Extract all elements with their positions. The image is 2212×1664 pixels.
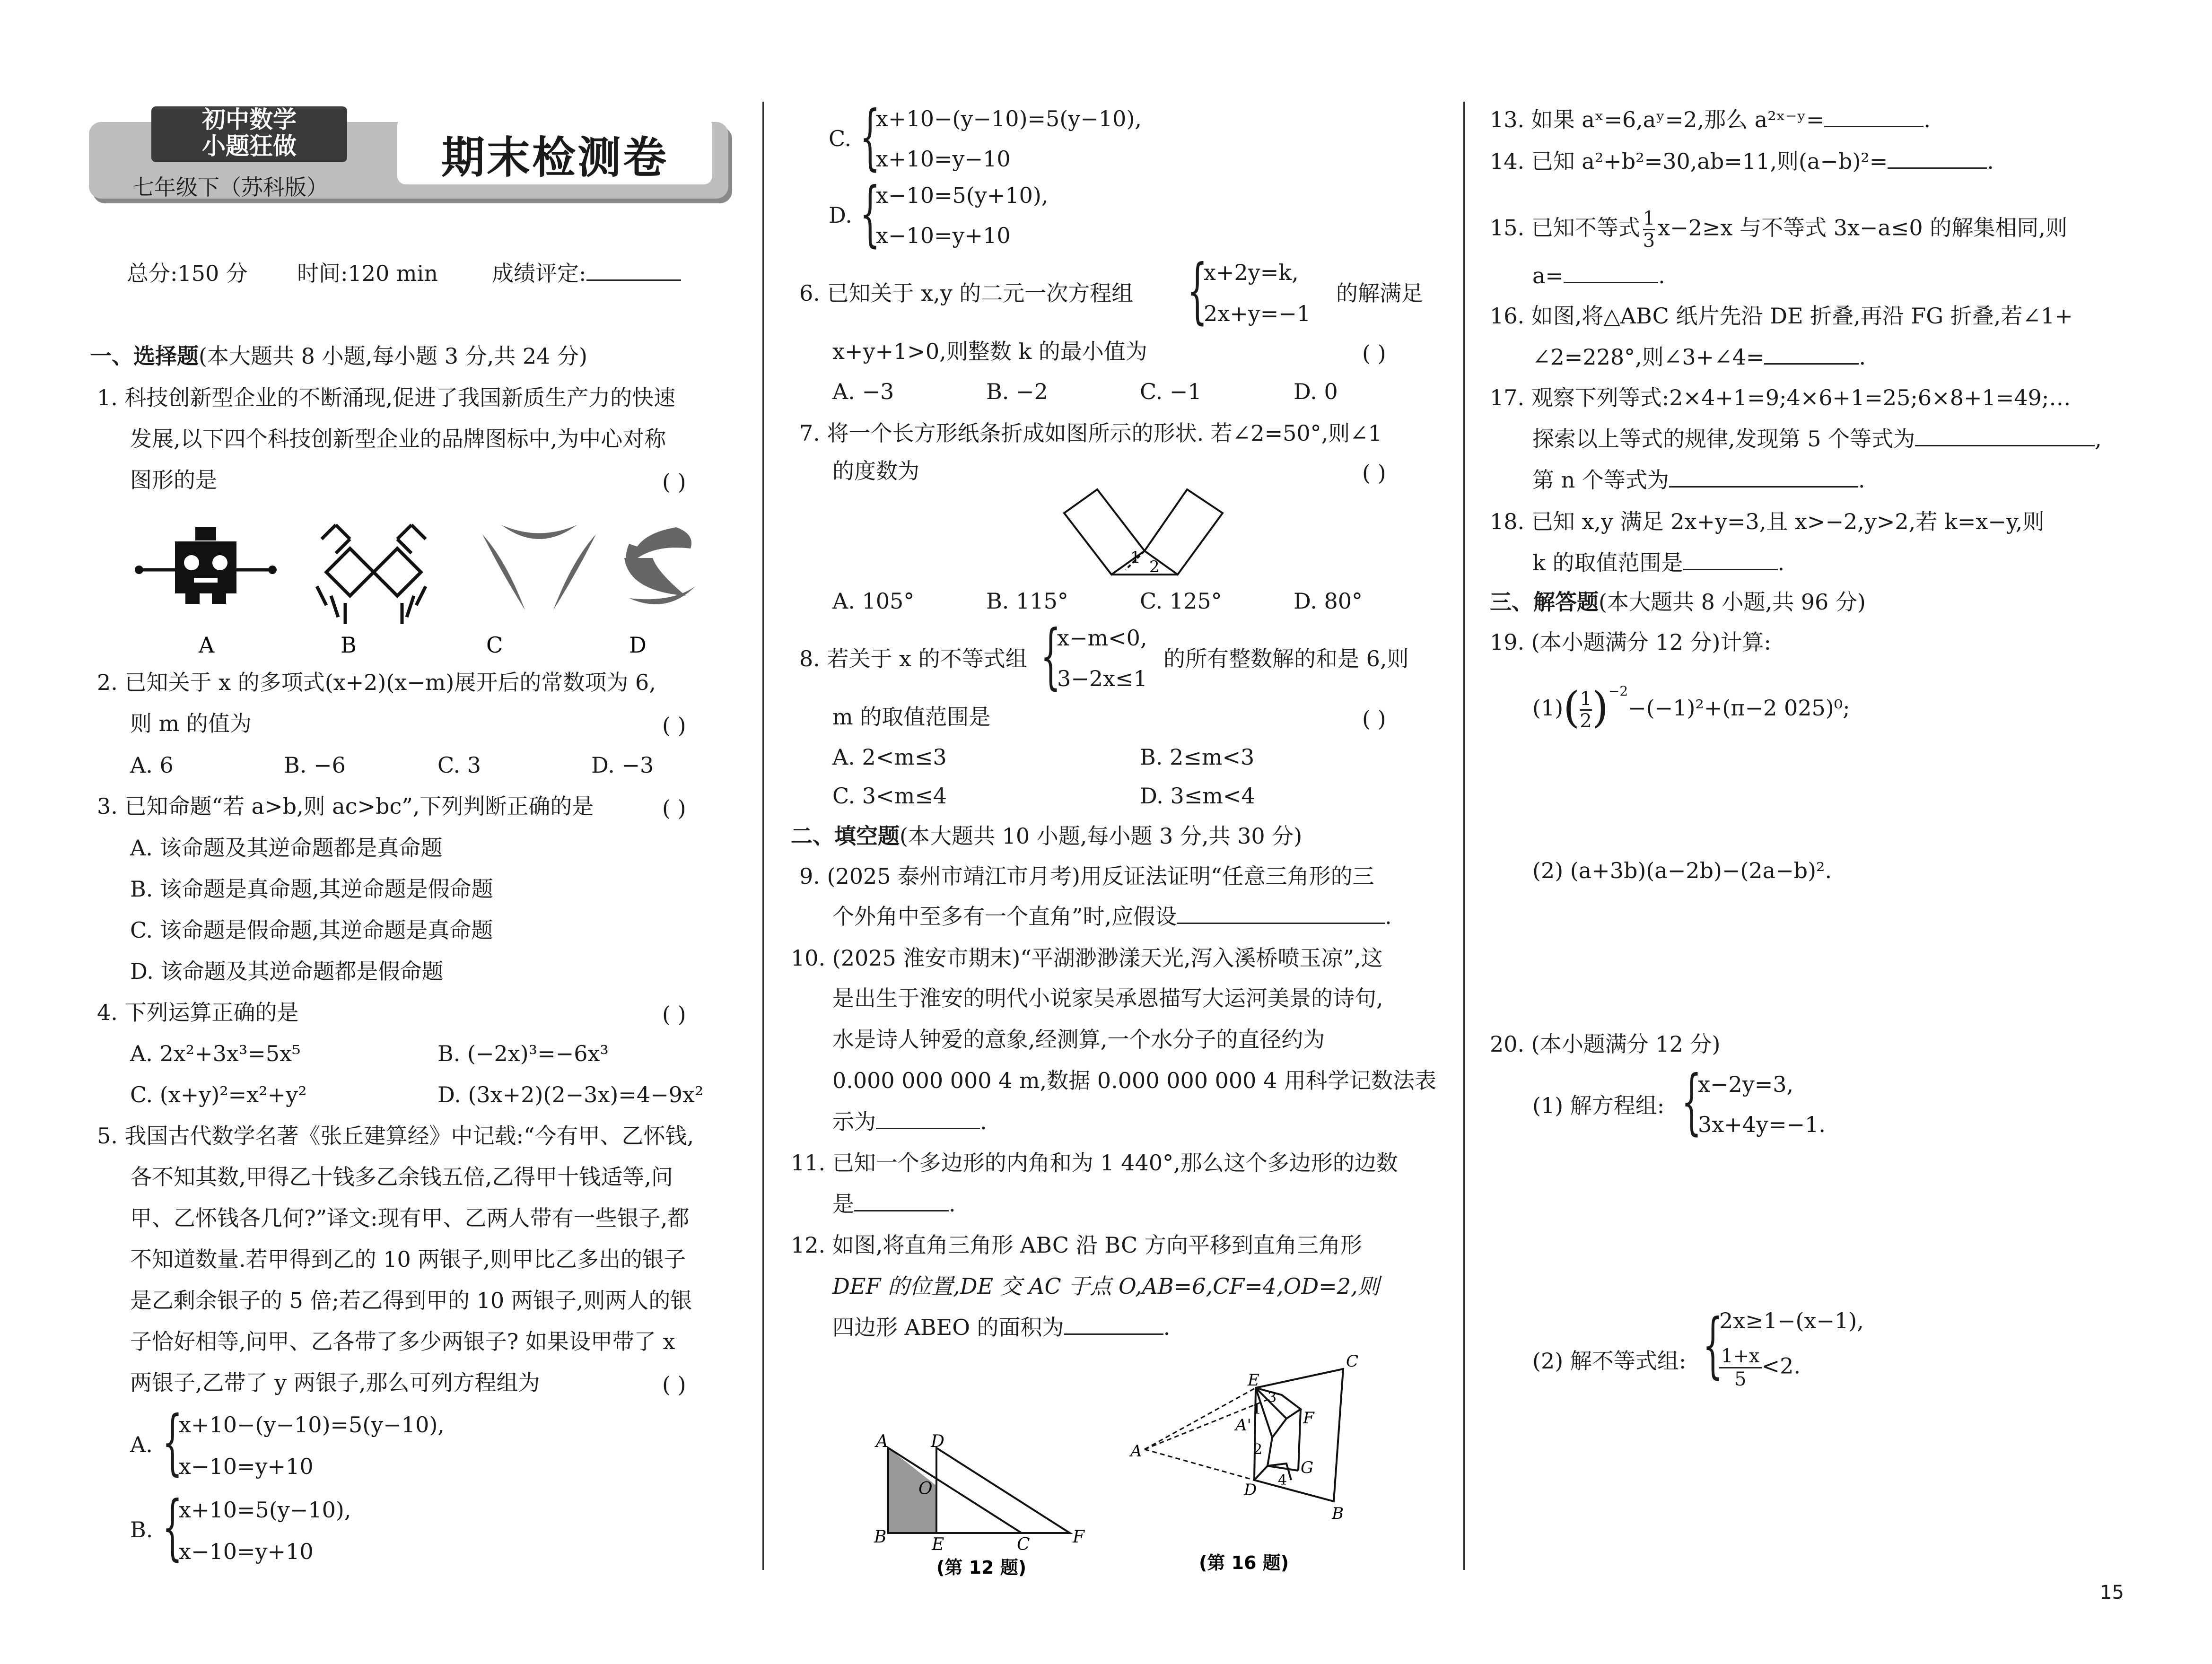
q13-text: 13. 如果 aˣ=6,aʸ=2,那么 a²ˣ⁻ʸ= <box>1490 107 1825 132</box>
q5-option-c-brace: { <box>860 96 880 178</box>
column-divider-1 <box>762 102 764 1570</box>
q18-line1: 18. 已知 x,y 满足 2x+y=3,且 x>−2,y>2,若 k=x−y,则 <box>1490 509 2045 534</box>
fig12-label-b: B <box>874 1527 887 1547</box>
q7-folded-strip-figure <box>1055 480 1234 584</box>
figure-16 <box>1126 1343 1381 1579</box>
q12-line1: 12. 如图,将直角三角形 ABC 沿 BC 方向平移到直角三角形 <box>791 1232 1362 1258</box>
q20-part2-eq2 <box>1719 1345 1801 1390</box>
q8-eq1: x−m<0, <box>1057 625 1147 651</box>
q11-line2-text: 是 <box>832 1191 854 1217</box>
q5-option-a-eq1: x+10−(y−10)=5(y−10), <box>179 1412 445 1437</box>
q4-line1: 4. 下列运算正确的是 <box>97 1000 299 1025</box>
q4-option-d[interactable]: D. (3x+2)(2−3x)=4−9x² <box>437 1082 704 1107</box>
q5-line3: 甲、乙怀钱各几何?”译文:现有甲、乙两人带有一些银子,都 <box>130 1205 690 1231</box>
q5-option-d-label[interactable]: D. <box>829 202 852 228</box>
q20-part2-brace: { <box>1703 1304 1723 1386</box>
q16-line2-text: ∠2=228°,则∠3+∠4= <box>1532 344 1765 370</box>
q20-part2-eq1: 2x≥1−(x−1), <box>1719 1308 1864 1333</box>
q5-option-b-brace: { <box>162 1486 183 1568</box>
q15-pre: 15. 已知不等式 <box>1490 215 1640 241</box>
q6-eq1: x+2y=k, <box>1204 260 1299 285</box>
q3-option-c[interactable]: C. 该命题是假命题,其逆命题是真命题 <box>130 917 493 943</box>
section-3-note: (本大题共 8 小题,共 96 分) <box>1599 589 1866 615</box>
fig12-caption: (第 12 题) <box>936 1557 1027 1578</box>
q4-option-b[interactable]: B. (−2x)³=−6x³ <box>437 1041 609 1066</box>
series-tag-line1: 初中数学 <box>202 106 297 133</box>
column-divider-2 <box>1463 102 1465 1570</box>
q7-option-b[interactable]: B. 115° <box>986 588 1068 614</box>
section-3-heading <box>1490 591 1866 613</box>
fig16-label-c: C <box>1346 1352 1359 1371</box>
q8-post: 的所有整数解的和是 6,则 <box>1163 646 1409 671</box>
fig16-label-a: A <box>1130 1442 1142 1461</box>
series-tag-line2: 小题狂做 <box>202 132 297 160</box>
page-number: 15 <box>2100 1582 2124 1603</box>
q5-option-b-label[interactable]: B. <box>130 1517 153 1542</box>
q20-part1-eq2: 3x+4y=−1. <box>1698 1112 1826 1137</box>
logo-c-crescent-icon <box>482 525 596 610</box>
q10-line3: 水是诗人钟爱的意象,经测算,一个水分子的直径约为 <box>832 1027 1325 1052</box>
q5-option-c-eq2: x+10=y−10 <box>876 146 1011 172</box>
q20-part2-label: (2) 解不等式组: <box>1532 1348 1687 1374</box>
q1-answer-paren[interactable]: ( ) <box>662 469 686 495</box>
q14: 14. 已知 a²+b²=30,ab=11,则(a−b)²= . <box>1490 148 1994 174</box>
q6-option-a[interactable]: A. −3 <box>832 379 894 404</box>
q4-answer-paren[interactable]: ( ) <box>662 1002 686 1027</box>
q5-line6: 子恰好相等,问甲、乙各带了多少两银子? 如果设甲带了 x <box>130 1329 675 1354</box>
fig16-label-d: D <box>1244 1481 1257 1499</box>
logo-label-a: A <box>199 632 215 658</box>
q18-answer-blank[interactable] <box>1683 569 1778 570</box>
q2-line2: 则 m 的值为 <box>130 711 252 736</box>
q20-part2-fraction <box>1719 1345 1762 1390</box>
q7-option-a[interactable]: A. 105° <box>832 588 915 614</box>
q12-line3: 四边形 ABEO 的面积为 . <box>832 1315 1171 1340</box>
q19-fraction: $\frac{1}{2}$ <box>1580 688 1592 732</box>
q17-line2-text: 探索以上等式的规律,发现第 5 个等式为 <box>1532 426 1915 452</box>
logo-d-swirl-icon <box>624 527 695 604</box>
fig16-label-angle2: 2 <box>1253 1441 1263 1458</box>
q20-part1-eq1: x−2y=3, <box>1698 1072 1794 1097</box>
q5-option-d-brace: { <box>860 173 880 255</box>
q19-part2: (2) (a+3b)(a−2b)−(2a−b)². <box>1532 858 1832 883</box>
q19-part1 <box>1532 685 1850 732</box>
q6-option-b[interactable]: B. −2 <box>986 379 1048 404</box>
q8-brace: { <box>1040 615 1061 697</box>
q2-option-c[interactable]: C. 3 <box>437 752 481 778</box>
q5-option-b-eq2: x−10=y+10 <box>179 1539 314 1564</box>
q9-line2: 个外角中至多有一个直角”时,应假设 . <box>832 904 1392 929</box>
q3-line1: 3. 已知命题“若 a>b,则 ac>bc”,下列判断正确的是 <box>97 793 594 819</box>
q8-line2: m 的取值范围是 <box>832 704 991 730</box>
q1-line1: 1. 科技创新型企业的不断涌现,促进了我国新质生产力的快速 <box>97 385 676 410</box>
q16-line2: ∠2=228°,则∠3+∠4= . <box>1532 344 1866 370</box>
section-2-heading <box>791 825 1302 847</box>
q6-pre: 6. 已知关于 x,y 的二元一次方程组 <box>799 280 1134 306</box>
fig16-label-f: F <box>1303 1409 1314 1428</box>
q14-answer-blank[interactable] <box>1888 167 1987 169</box>
q7-angle-2-label: 2 <box>1149 558 1160 576</box>
q19-part1-label: (1) <box>1532 695 1564 721</box>
q4-option-c[interactable]: C. (x+y)²=x²+y² <box>130 1082 307 1107</box>
q2-option-d[interactable]: D. −3 <box>591 752 654 778</box>
q19-left-paren: ( <box>1563 683 1580 732</box>
grade-label <box>492 262 681 284</box>
q17-line3-text: 第 n 个等式为 <box>1532 467 1669 493</box>
q19-title: 19. (本小题满分 12 分)计算: <box>1490 629 1771 655</box>
q8-option-a[interactable]: A. 2<m≤3 <box>832 744 947 770</box>
fig16-label-g: G <box>1301 1458 1314 1477</box>
q5-line4: 不知道数量.若甲得到乙的 10 两银子,则甲比乙多出的银子 <box>130 1246 686 1272</box>
q16-line1: 16. 如图,将△ABC 纸片先沿 DE 折叠,再沿 FG 折叠,若∠1+ <box>1490 303 2073 329</box>
fig12-label-a: A <box>876 1432 888 1451</box>
logo-label-b: B <box>341 632 357 658</box>
q20-part2-tail: <2. <box>1761 1353 1801 1379</box>
logo-label-c: C <box>486 632 503 658</box>
section-1-note: (本大题共 8 小题,每小题 3 分,共 24 分) <box>199 343 587 369</box>
q16-answer-blank[interactable] <box>1764 363 1859 365</box>
q1-line3: 图形的是 <box>130 467 217 493</box>
q1-line2: 发展,以下四个科技创新型企业的品牌图标中,为中心对称 <box>130 426 666 452</box>
fig16-label-angle4: 4 <box>1278 1472 1287 1489</box>
logo-b-crab-icon <box>317 525 426 624</box>
q2-option-a[interactable]: A. 6 <box>130 752 174 778</box>
q7-option-c[interactable]: C. 125° <box>1140 588 1222 614</box>
fig12-label-e: E <box>932 1535 944 1554</box>
q20-part2-fraction-den: 5 <box>1734 1368 1747 1390</box>
q19-exponent: −2 <box>1608 683 1628 699</box>
q20-title: 20. (本小题满分 12 分) <box>1490 1031 1721 1057</box>
q8-eq2: 3−2x≤1 <box>1057 666 1147 691</box>
q7-answer-paren[interactable]: ( ) <box>1362 460 1386 486</box>
q9-line1: 9. (2025 泰州市靖江市月考)用反证法证明“任意三角形的三 <box>799 863 1374 889</box>
q8-option-c[interactable]: C. 3<m≤4 <box>832 783 947 809</box>
q5-line2: 各不知其数,甲得乙十钱多乙余钱五倍,乙得甲十钱适等,问 <box>130 1164 673 1190</box>
q18-line2: k 的取值范围是 . <box>1532 550 1785 575</box>
q12-line3-text: 四边形 ABEO 的面积为 <box>832 1315 1064 1340</box>
q6-post: 的解满足 <box>1336 280 1423 306</box>
q10-line5: 示为 . <box>832 1109 987 1134</box>
q15-fraction-num: 1 <box>1643 208 1655 229</box>
q7-line1: 7. 将一个长方形纸条折成如图所示的形状. 若∠2=50°,则∠1 <box>799 420 1382 446</box>
q10-answer-blank[interactable] <box>876 1128 980 1129</box>
fig16-label-angle3: 3 <box>1268 1389 1277 1406</box>
q9-line2-text: 个外角中至多有一个直角”时,应假设 <box>832 904 1177 929</box>
q20-part2-fraction-num: 1+x <box>1719 1345 1762 1368</box>
q9-answer-blank[interactable] <box>1177 923 1385 924</box>
q12-line2: DEF 的位置,DE 交 AC 于点 O,AB=6,CF=4,OD=2,则 <box>832 1273 1380 1299</box>
q10-line1: 10. (2025 淮安市期末)“平湖渺渺漾天光,泻入溪桥喷玉凉”,这 <box>791 945 1383 971</box>
grade-blank[interactable] <box>586 279 681 281</box>
logo-label-d: D <box>629 632 647 658</box>
q10-line5-text: 示为 <box>832 1109 876 1134</box>
q5-line5: 是乙剩余银子的 5 倍;若乙得到甲的 10 两银子,则两人的银 <box>130 1288 692 1313</box>
q5-option-a-eq2: x−10=y+10 <box>179 1454 314 1479</box>
section-1-heading <box>90 345 587 367</box>
q17-line1: 17. 观察下列等式:2×4+1=9;4×6+1=25;6×8+1=49;… <box>1490 385 2071 410</box>
fig16-caption: (第 16 题) <box>1199 1552 1289 1573</box>
section-2-title: 二、填空题 <box>791 823 900 849</box>
section-2-note: (本大题共 10 小题,每小题 3 分,共 30 分) <box>900 823 1303 849</box>
q18-line2-text: k 的取值范围是 <box>1532 550 1683 575</box>
q5-option-a-label[interactable]: A. <box>130 1432 153 1457</box>
q19-right-paren: ) <box>1591 683 1609 732</box>
q17-line2: 探索以上等式的规律,发现第 5 个等式为 , <box>1532 426 2102 452</box>
q17-answer-blank-1[interactable] <box>1915 445 2095 446</box>
grade-label-text: 成绩评定: <box>492 261 586 286</box>
total-score: 总分:150 分 <box>127 261 248 286</box>
q19-part1-expr: −(−1)²+(π−2 025)⁰; <box>1628 695 1850 721</box>
q15-fraction <box>1643 208 1655 251</box>
section-3-title: 三、解答题 <box>1490 589 1599 615</box>
q5-line7: 两银子,乙带了 y 两银子,那么可列方程组为 <box>130 1370 540 1395</box>
q12-answer-blank[interactable] <box>1064 1333 1163 1335</box>
q8-pre: 8. 若关于 x 的不等式组 <box>799 646 1027 671</box>
q5-option-c-eq1: x+10−(y−10)=5(y−10), <box>876 106 1142 131</box>
q6-option-d[interactable]: D. 0 <box>1294 379 1338 404</box>
q1-logo-figures <box>128 515 724 671</box>
q17-answer-blank-2[interactable] <box>1669 486 1858 488</box>
q3-option-a[interactable]: A. 该命题及其逆命题都是真命题 <box>130 835 443 861</box>
logo-a-robot-icon <box>135 527 277 604</box>
series-tag <box>151 106 347 162</box>
fig12-label-c: C <box>1017 1535 1030 1554</box>
q10-line2: 是出生于淮安的明代小说家吴承恩描写大运河美景的诗句, <box>832 985 1383 1011</box>
q20-part1-brace: { <box>1681 1061 1702 1143</box>
q15-line2: a= . <box>1532 263 1665 288</box>
fig12-label-d: D <box>931 1432 944 1451</box>
page-title: 期末检测卷 <box>441 132 668 183</box>
q15-post: x−2≥x 与不等式 3x−a≤0 的解集相同,则 <box>1658 215 2067 241</box>
grade-edition: 七年级下（苏科版） <box>132 174 328 200</box>
q6-line2: x+y+1>0,则整数 k 的最小值为 <box>832 339 1147 364</box>
fig16-label-b: B <box>1332 1504 1344 1523</box>
q6-brace: { <box>1187 250 1207 332</box>
q14-text: 14. 已知 a²+b²=30,ab=11,则(a−b)²= <box>1490 148 1888 174</box>
q5-option-d-eq2: x−10=y+10 <box>876 223 1011 248</box>
q17-line3: 第 n 个等式为 . <box>1532 467 1865 493</box>
fig16-label-a-prime: A' <box>1235 1416 1251 1435</box>
q6-option-c[interactable]: C. −1 <box>1140 379 1202 404</box>
q2-answer-paren[interactable]: ( ) <box>662 713 686 738</box>
q6-eq2: 2x+y=−1 <box>1204 301 1311 326</box>
q3-option-d[interactable]: D. 该命题及其逆命题都是假命题 <box>130 958 444 984</box>
q5-answer-paren[interactable]: ( ) <box>662 1372 686 1397</box>
q15-line2-text: a= <box>1532 263 1564 288</box>
q8-option-b[interactable]: B. 2≤m<3 <box>1140 744 1255 770</box>
q6-answer-paren[interactable]: ( ) <box>1362 340 1386 366</box>
q5-option-b-eq1: x+10=5(y−10), <box>179 1497 351 1523</box>
q15-line1 <box>1490 208 2067 251</box>
q2-option-b[interactable]: B. −6 <box>284 752 346 778</box>
exam-time: 时间:120 min <box>297 261 438 286</box>
q15-answer-blank[interactable] <box>1564 282 1658 283</box>
section-1-title: 一、选择题 <box>90 343 199 369</box>
q11-line2: 是 . <box>832 1191 956 1217</box>
q7-line2: 的度数为 <box>832 458 919 484</box>
fig12-label-f: F <box>1073 1527 1084 1547</box>
fig16-label-angle1: 1 <box>1252 1401 1262 1418</box>
figure-12 <box>870 1423 1111 1579</box>
q7-angle-1-label: 1 <box>1130 548 1141 567</box>
q3-answer-paren[interactable]: ( ) <box>662 795 686 821</box>
q2-line1: 2. 已知关于 x 的多项式(x+2)(x−m)展开后的常数项为 6, <box>97 670 656 695</box>
q10-line4: 0.000 000 000 4 m,数据 0.000 000 000 4 用科学记数法表 <box>832 1068 1436 1093</box>
q5-option-a-brace: { <box>162 1401 183 1483</box>
q7-option-d[interactable]: D. 80° <box>1294 588 1363 614</box>
q4-option-a[interactable]: A. 2x²+3x³=5x⁵ <box>130 1041 301 1066</box>
q15-fraction-den: 3 <box>1643 230 1655 252</box>
q8-answer-paren[interactable]: ( ) <box>1362 706 1386 732</box>
q11-line1: 11. 已知一个多边形的内角和为 1 440°,那么这个多边形的边数 <box>791 1150 1398 1176</box>
q13: 13. 如果 aˣ=6,aʸ=2,那么 a²ˣ⁻ʸ= . <box>1490 107 1931 132</box>
q5-option-c-label[interactable]: C. <box>829 126 852 151</box>
q3-option-b[interactable]: B. 该命题是真命题,其逆命题是假命题 <box>130 876 493 902</box>
q13-answer-blank[interactable] <box>1824 126 1923 127</box>
q5-option-d-eq1: x−10=5(y+10), <box>876 183 1049 208</box>
q20-part1-label: (1) 解方程组: <box>1532 1093 1665 1118</box>
q8-option-d[interactable]: D. 3≤m<4 <box>1140 783 1255 809</box>
fig16-label-e: E <box>1248 1371 1259 1390</box>
fig12-label-o: O <box>918 1479 933 1498</box>
q11-answer-blank[interactable] <box>854 1210 949 1211</box>
q5-line1: 5. 我国古代数学名著《张丘建算经》中记载:“今有甲、乙怀钱, <box>97 1123 694 1149</box>
